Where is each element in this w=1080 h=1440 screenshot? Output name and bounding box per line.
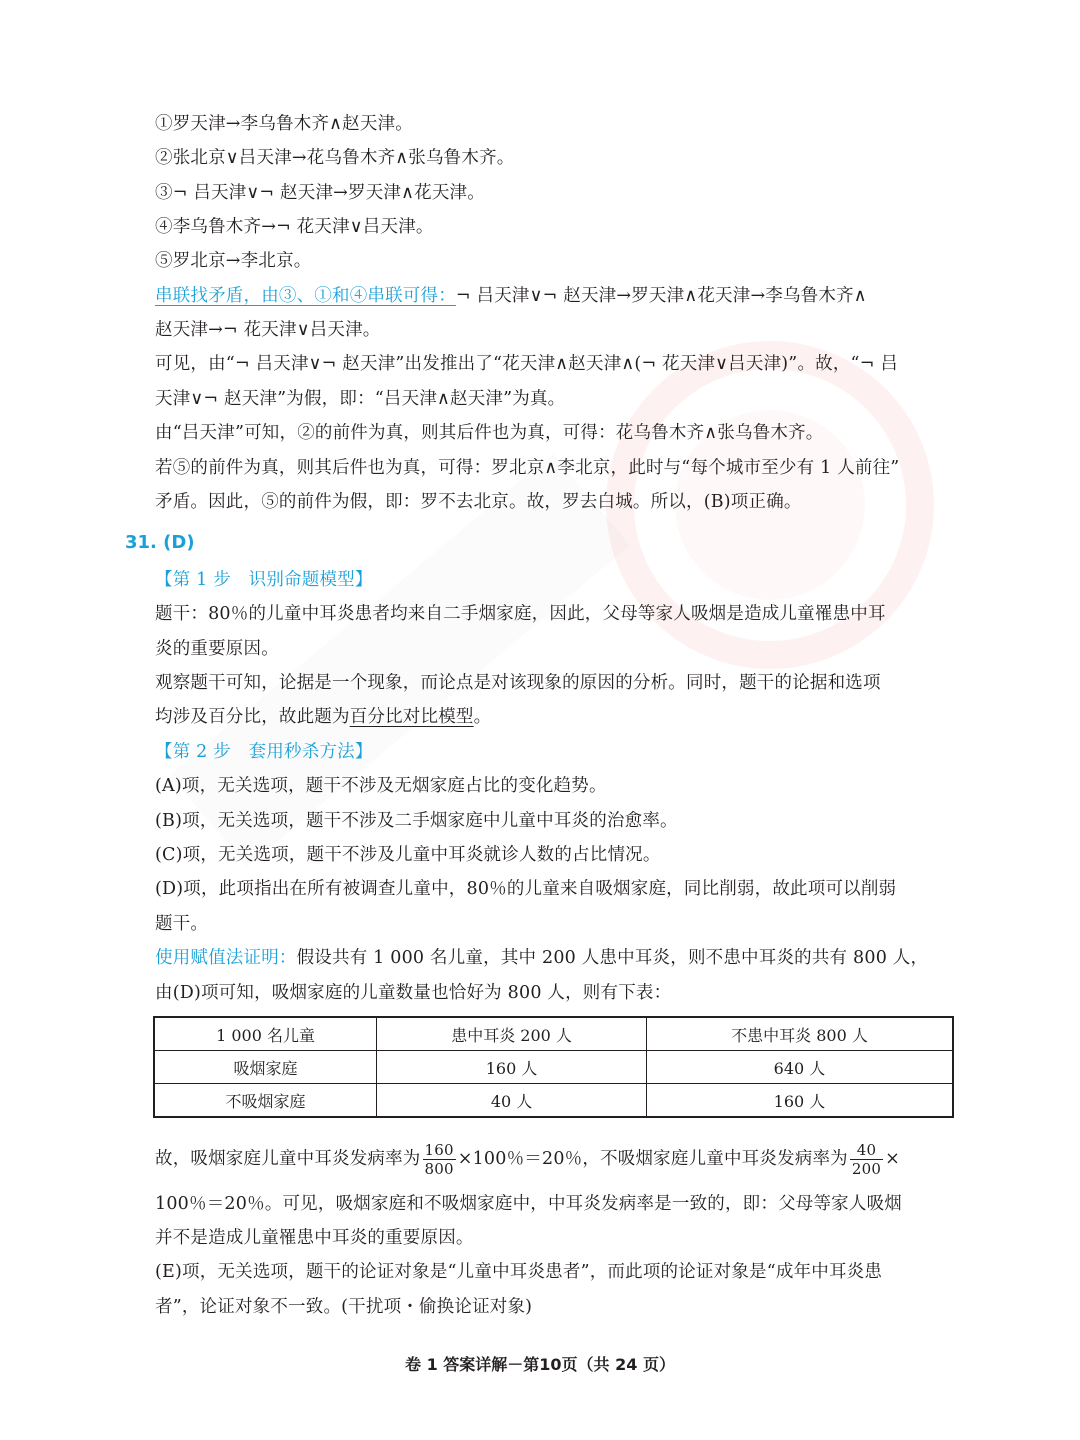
text-line <box>155 704 491 730</box>
option-c: (C)项，无关选项，题干不涉及儿童中耳炎就诊人数的占比情况。 <box>155 845 661 865</box>
fraction-numerator: 160 <box>424 1141 454 1159</box>
text-line: 矛盾。因此，⑤的前件为假，即：罗不去北京。故，罗去白城。所以，(B)项正确。 <box>155 492 802 512</box>
table-cell: 160 人 <box>377 1051 647 1084</box>
fraction <box>423 1141 456 1178</box>
table-cell: 160 人 <box>647 1084 954 1118</box>
option-e-cont: 者”，论证对象不一致。(干扰项・偷换论证对象) <box>155 1297 533 1317</box>
fraction-numerator: 40 <box>850 1141 883 1160</box>
step-2-heading: 【第 2 步 套用秒杀方法】 <box>155 742 373 762</box>
formula-line <box>155 1137 900 1181</box>
text-line: 100％＝20％。可见，吸烟家庭和不吸烟家庭中，中耳炎发病率是一致的，即：父母等家人吸烟 <box>155 1194 902 1214</box>
text-line: 可见，由“¬ 吕天津∨¬ 赵天津”出发推出了“花天津∧赵天津∧(¬ 花天津∨吕天津)”。故，“¬ 吕 <box>155 354 899 374</box>
table-cell: 1 000 名儿童 <box>154 1017 377 1051</box>
table-cell: 不吸烟家庭 <box>154 1084 377 1118</box>
fraction <box>850 1141 883 1178</box>
chain-line-cont: 赵天津→¬ 花天津∨吕天津。 <box>155 320 381 340</box>
text-line: 炎的重要原因。 <box>155 639 279 659</box>
chain-text: ¬ 吕天津∨¬ 赵天津→罗天津∧花天津→李乌鲁木齐∧ <box>455 286 867 306</box>
step-1-heading: 【第 1 步 识别命题模型】 <box>155 570 373 590</box>
proposition-1: ①罗天津→李乌鲁木齐∧赵天津。 <box>155 114 413 134</box>
table-cell: 吸烟家庭 <box>154 1051 377 1084</box>
table-cell: 40 人 <box>377 1084 647 1118</box>
text-span: 。 <box>473 707 492 727</box>
text-line: 并不是造成儿童罹患中耳炎的重要原因。 <box>155 1228 474 1248</box>
question-number: 31. (D) <box>125 532 195 553</box>
text-span: ×100％＝20％，不吸烟家庭儿童中耳炎发病率为 <box>457 1149 848 1169</box>
proof-label: 使用赋值法证明： <box>155 948 297 968</box>
text-span: × <box>885 1149 900 1169</box>
option-e: (E)项，无关选项，题干的论证对象是“儿童中耳炎患者”，而此项的论证对象是“成年中耳炎患 <box>155 1262 883 1282</box>
proposition-5: ⑤罗北京→李北京。 <box>155 251 312 271</box>
table-cell: 患中耳炎 200 人 <box>377 1017 647 1051</box>
option-d: (D)项，此项指出在所有被调查儿童中，80％的儿童来自吸烟家庭，同比削弱，故此项可以削弱 <box>155 879 897 899</box>
table-row <box>154 1084 953 1118</box>
proposition-2: ②张北京∨吕天津→花乌鲁木齐∧张乌鲁木齐。 <box>155 148 515 168</box>
page-footer: 卷 1 答案详解－第10页（共 24 页） <box>405 1355 675 1374</box>
chain-label: 串联找矛盾，由③、①和④串联可得： <box>155 286 456 306</box>
text-line: 由(D)项可知，吸烟家庭的儿童数量也恰好为 800 人，则有下表： <box>155 983 672 1003</box>
proof-line <box>155 945 928 971</box>
table-cell: 640 人 <box>647 1051 954 1084</box>
text-line: 天津∨¬ 赵天津”为假，即：“吕天津∧赵天津”为真。 <box>155 389 566 409</box>
table-header-row <box>154 1017 953 1051</box>
chain-line <box>155 283 867 309</box>
proof-text: 假设共有 1 000 名儿童，其中 200 人患中耳炎，则不患中耳炎的共有 800 人， <box>296 948 929 968</box>
option-d-cont: 题干。 <box>155 914 209 934</box>
table-cell: 不患中耳炎 800 人 <box>647 1017 954 1051</box>
model-name: 百分比对比模型 <box>349 707 474 727</box>
text-line: 由“吕天津”可知，②的前件为真，则其后件也为真，可得：花乌鲁木齐∧张乌鲁木齐。 <box>155 423 824 443</box>
fraction-denominator: 200 <box>851 1160 882 1178</box>
text-line: 若⑤的前件为真，则其后件也为真，可得：罗北京∧李北京，此时与“每个城市至少有 1 人前往” <box>155 458 900 478</box>
text-span: 均涉及百分比，故此题为 <box>155 707 350 727</box>
text-line: 观察题干可知，论据是一个现象，而论点是对该现象的原因的分析。同时，题干的论据和选项 <box>155 673 881 693</box>
option-a: (A)项，无关选项，题干不涉及无烟家庭占比的变化趋势。 <box>155 776 607 796</box>
proposition-3: ③¬ 吕天津∨¬ 赵天津→罗天津∧花天津。 <box>155 183 485 203</box>
option-b: (B)项，无关选项，题干不涉及二手烟家庭中儿童中耳炎的治愈率。 <box>155 811 678 831</box>
fraction-denominator: 800 <box>424 1160 454 1178</box>
text-span: 故，吸烟家庭儿童中耳炎发病率为 <box>155 1149 421 1169</box>
table-row <box>154 1051 953 1084</box>
data-table <box>153 1016 954 1118</box>
text-line: 题干：80％的儿童中耳炎患者均来自二手烟家庭，因此，父母等家人吸烟是造成儿童罹患中耳 <box>155 604 886 624</box>
proposition-4: ④李乌鲁木齐→¬ 花天津∨吕天津。 <box>155 217 434 237</box>
